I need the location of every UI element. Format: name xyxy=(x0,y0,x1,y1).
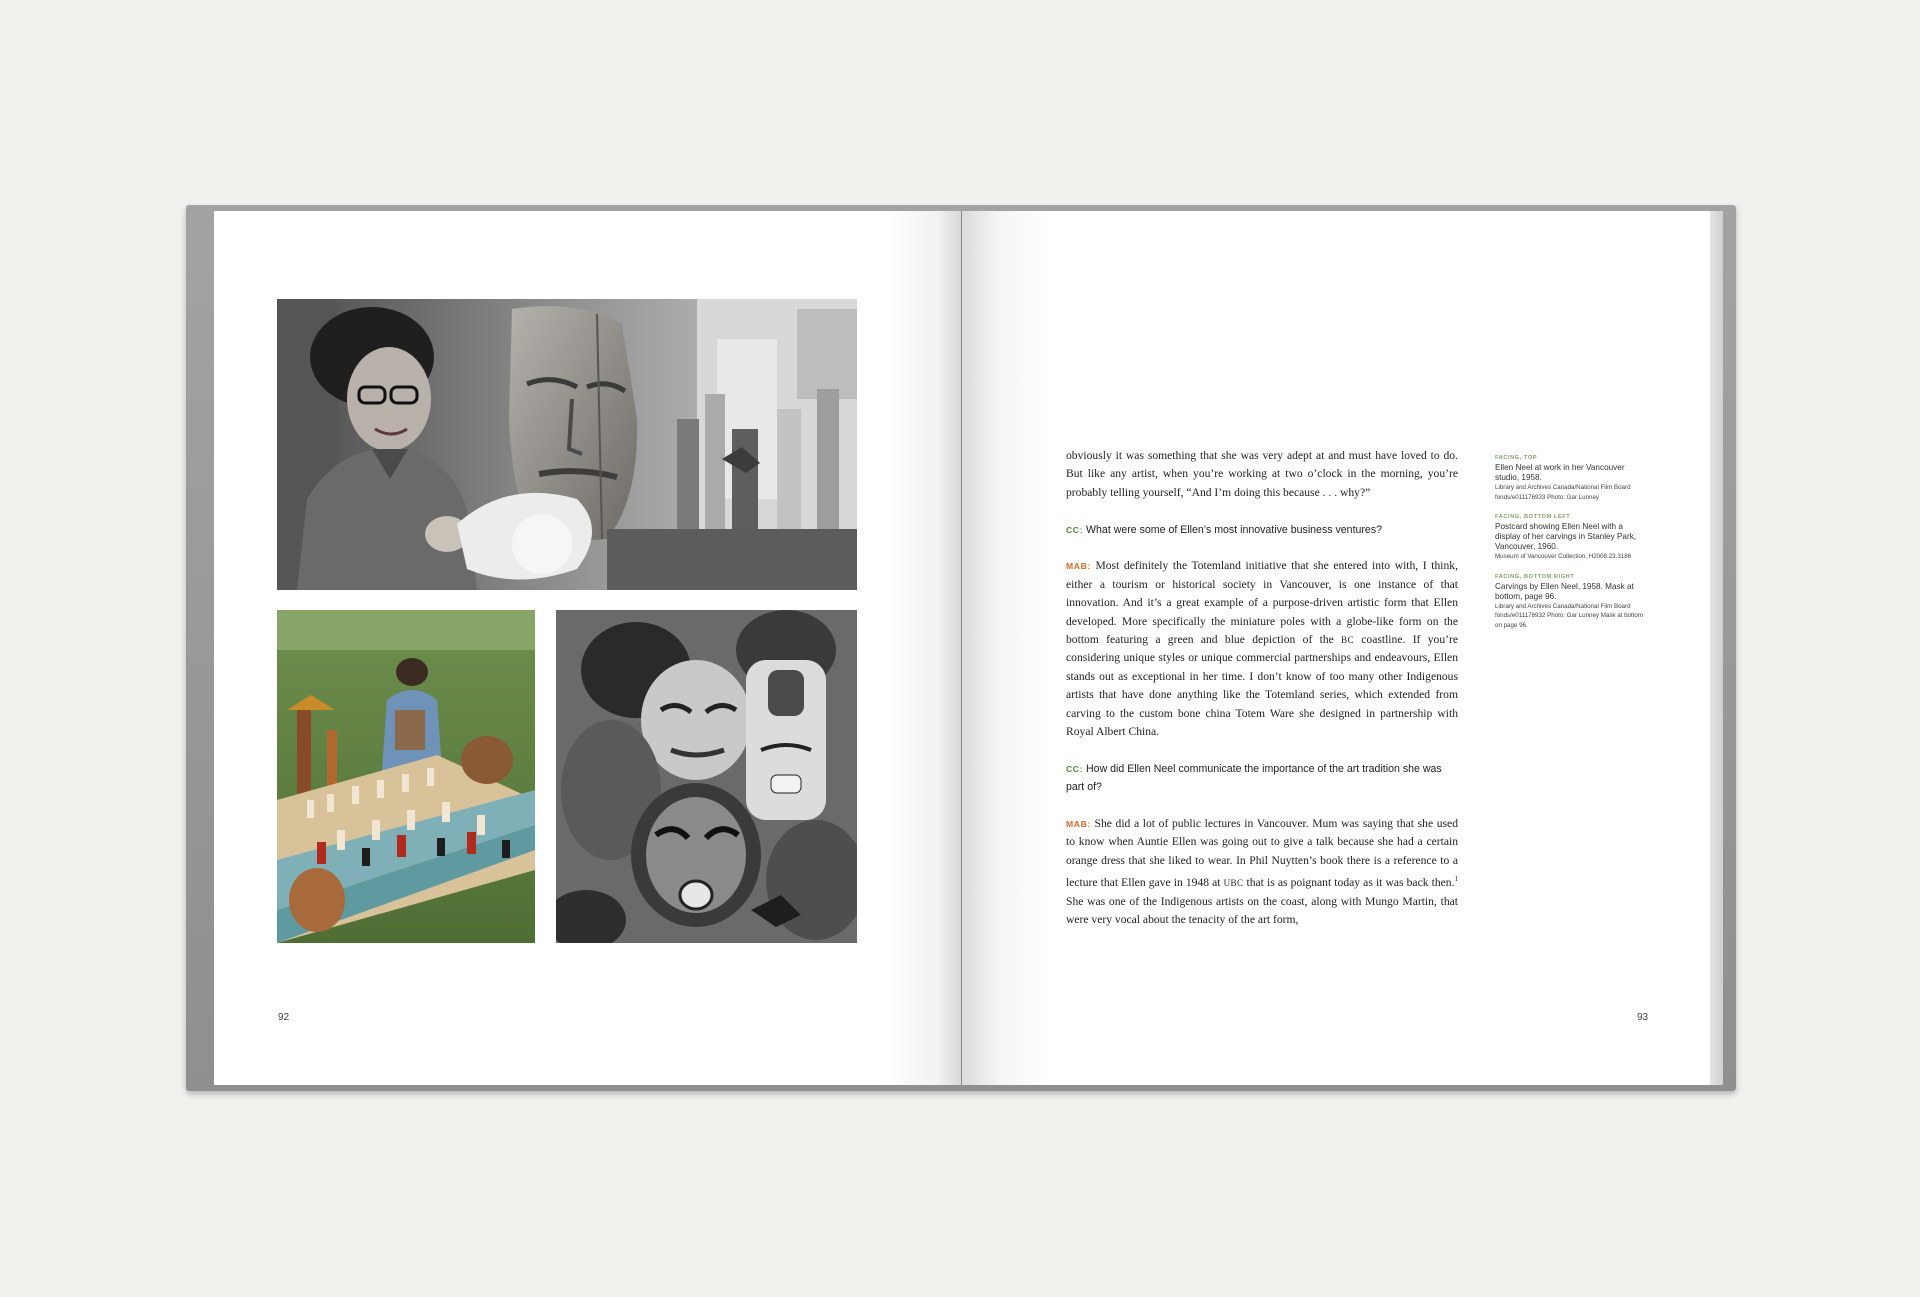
photo-stanley-park-postcard xyxy=(277,610,535,943)
page-number-left: 92 xyxy=(278,1012,290,1023)
photo-carved-masks xyxy=(556,610,857,943)
interview-body-text xyxy=(1066,447,1458,948)
caption-facing-top: FACING, TOP Ellen Neel at work in her Vancouver studio, 1958. Library and Archives Canada/National Film Board fonds/e011176933 Photo: Gar Lunney xyxy=(1495,455,1631,501)
speaker-label: MAB: xyxy=(1066,819,1091,830)
answer: MAB: She did a lot of public lectures in Vancouver. Mum was saying that she used to know when Auntie Ellen was going out to give a talk because she had a certain orange dress that she liked to wear. In Phil Nuytten’s book there is a reference to a lecture that Ellen gave in 1948 at UBC that is as poignant today as it was back then.$^1$ She was one of the Indigenous artists on the coast, along with Mungo Martin, that were very vocal about the tenacity of the art form, xyxy=(1066,817,1458,926)
speaker-label: CC: xyxy=(1066,524,1084,535)
caption-facing-bottom-right: FACING, BOTTOM RIGHT Carvings by Ellen Neel, 1958. Mask at bottom, page 96. Library and Archives Canada/National Film Board fonds/e011176932 Photo: Gar Lunney Mask at bottom on page 96. xyxy=(1495,573,1644,629)
left-page xyxy=(214,211,962,1085)
paragraph: obviously it was something that she was very adept at and must have loved to do. But like any artist, when you’re working at two o’clock in the morning, you’re probably telling yourself, “And I’m doing this because . . . why?” xyxy=(1066,449,1458,499)
question: CC: How did Ellen Neel communicate the importance of the art tradition she was part of? xyxy=(1066,762,1442,794)
photo-captions xyxy=(1495,455,1645,643)
speaker-label: CC: xyxy=(1066,763,1084,774)
page-number-right: 93 xyxy=(1637,1012,1649,1023)
page-block-edge xyxy=(1709,211,1723,1085)
answer: MAB: Most definitely the Totemland initiative that she entered into with, I think, either a tourism or historical society in Vancouver, is one instance of that innovation. And it’s a great example of a purpose-driven artistic form that Ellen developed. More specifically the miniature poles with a globe-like form on the bottom featuring a green and blue depiction of the BC coastline. If you’re considering unique styles or unique commercial partnerships and endeavours, Ellen stands out as exceptional in her time. I don’t know of too many other Indigenous artists that have done anything like the Totemland series, which extended from carving to the custom bone china Totem Ware she designed in partnership with Royal Albert China. xyxy=(1066,559,1458,739)
question: CC: What were some of Ellen’s most innovative business ventures? xyxy=(1066,523,1383,536)
caption-facing-bottom-left: FACING, BOTTOM LEFT Postcard showing Ellen Neel with a display of her carvings in Stanley Park, Vancouver, 1960. Museum of Vancouver Collection, H2008.23.3186 xyxy=(1495,514,1637,561)
speaker-label: MAB: xyxy=(1066,561,1091,572)
right-page xyxy=(962,211,1710,1085)
photo-ellen-neel-studio xyxy=(277,299,857,590)
